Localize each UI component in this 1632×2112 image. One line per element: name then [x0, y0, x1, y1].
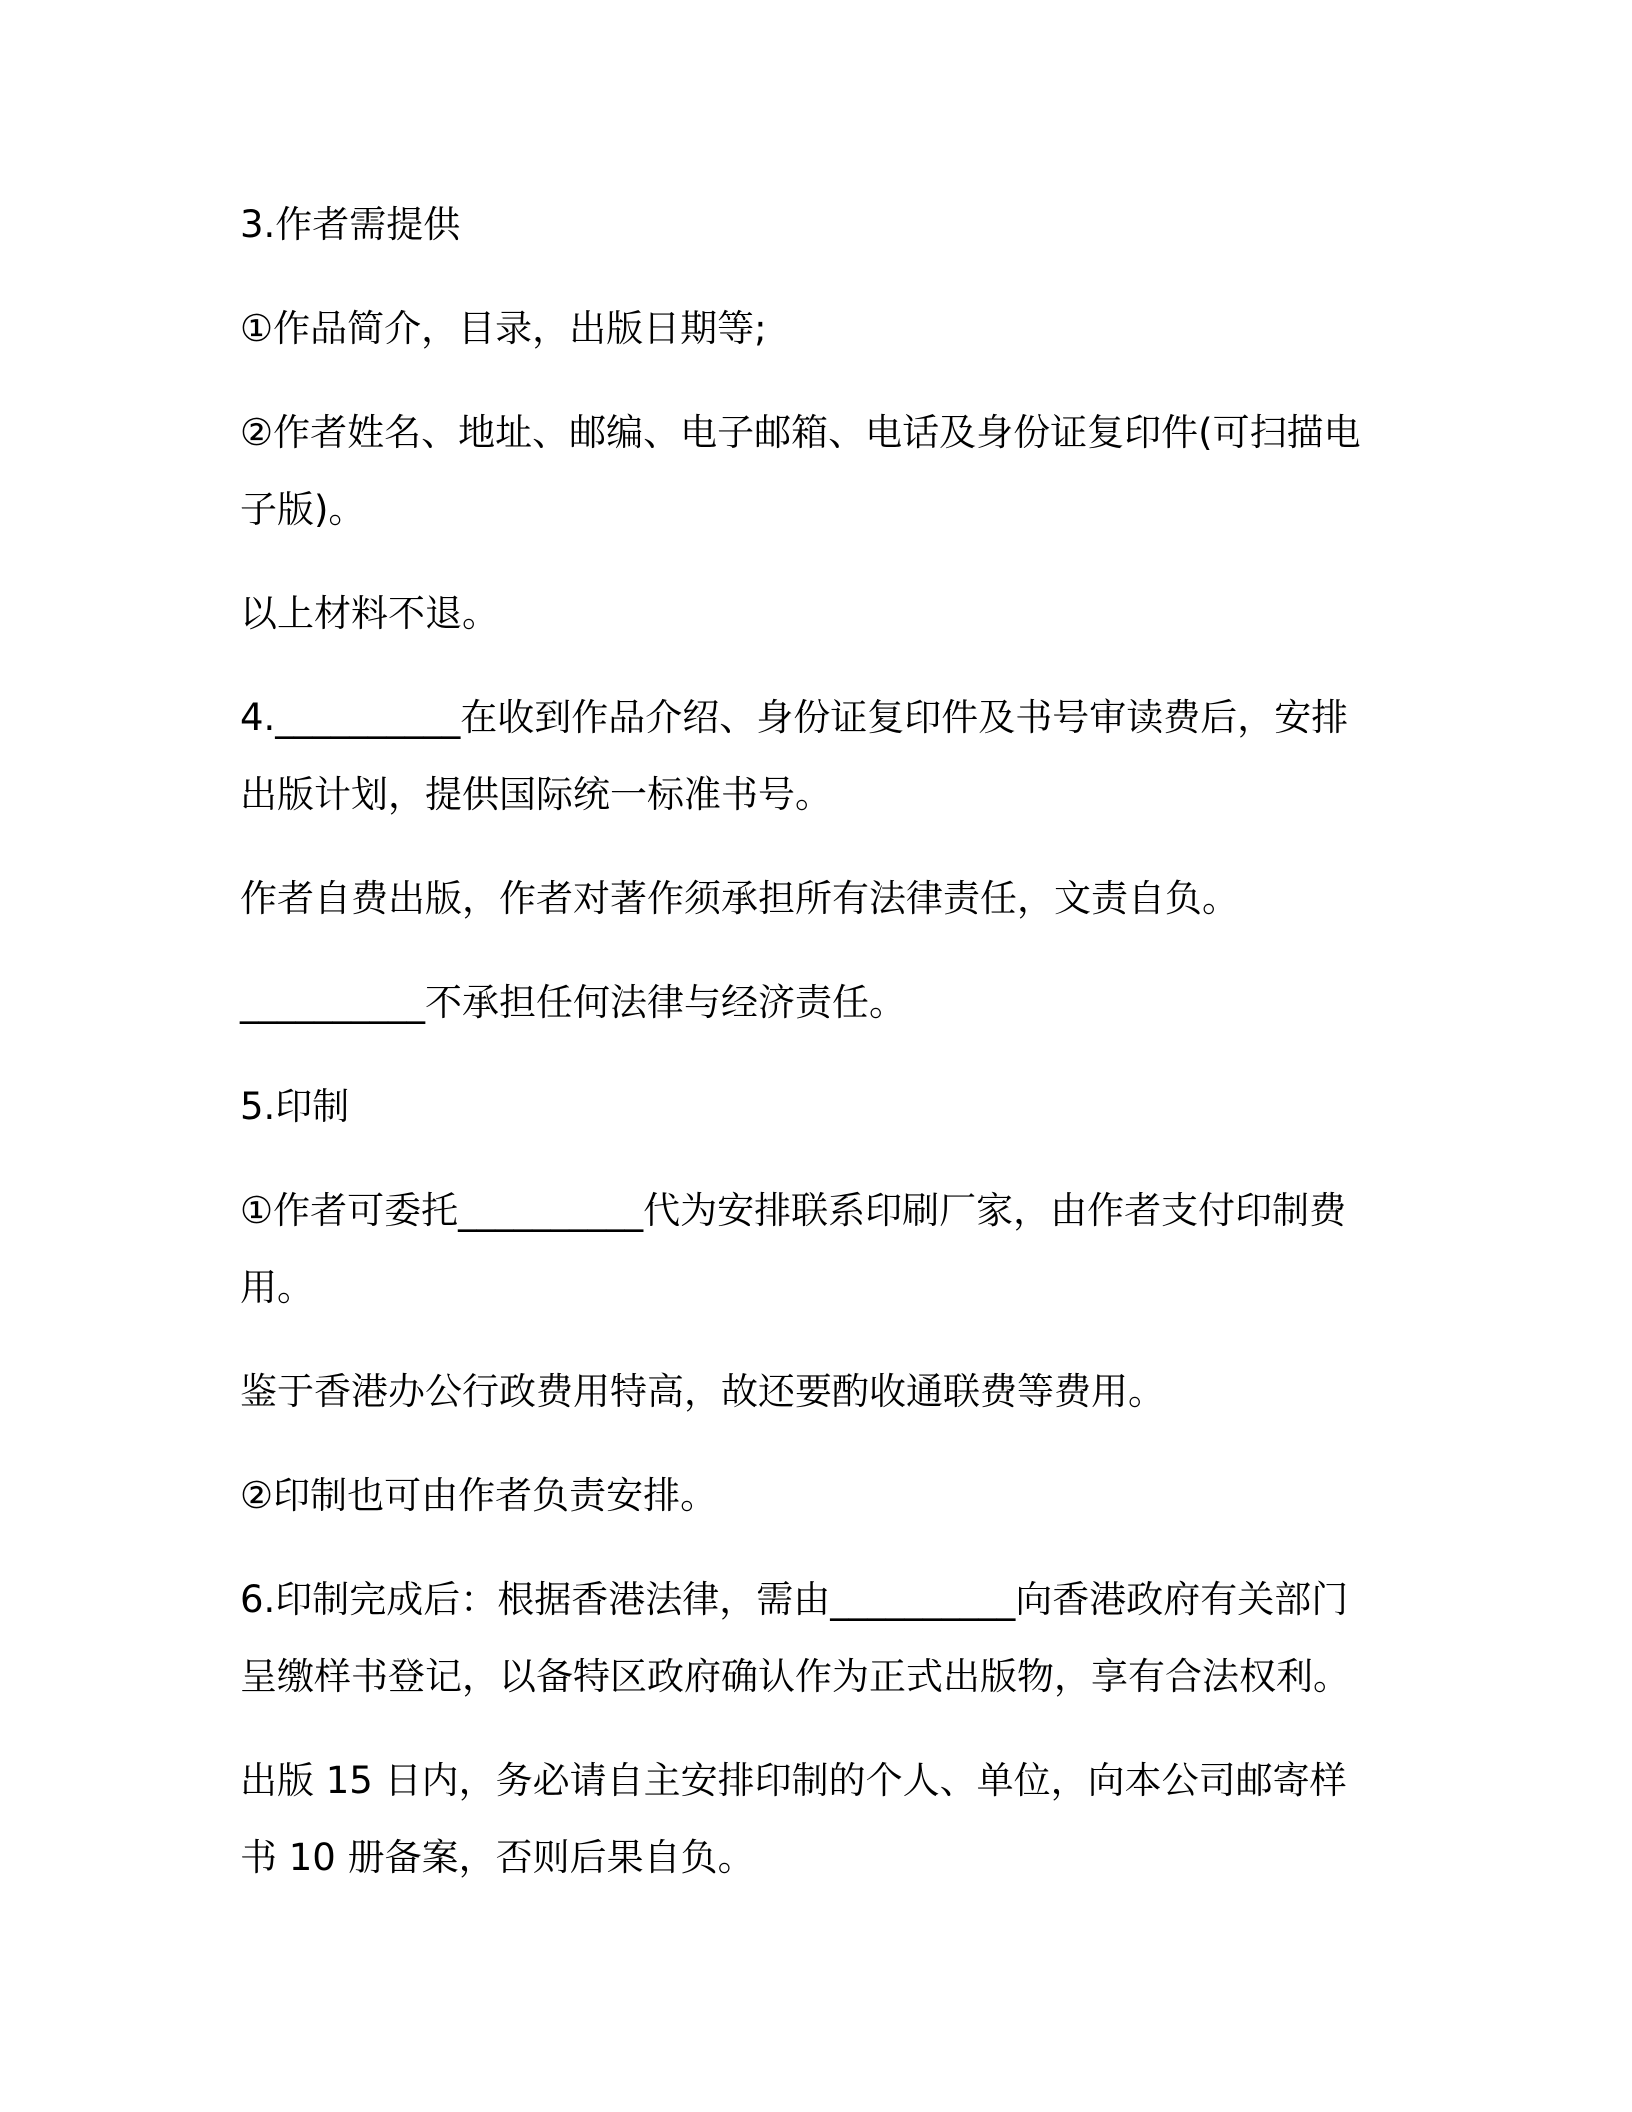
- list-item: ①作品简介，目录，出版日期等;: [240, 307, 767, 350]
- body-paragraph: 鉴于香港办公行政费用特高，故还要酌收通联费等费用。: [240, 1370, 1165, 1413]
- list-item: ②印制也可由作者负责安排。: [240, 1474, 718, 1517]
- body-paragraph: 以上材料不退。: [240, 592, 499, 635]
- section-heading-3: 3.作者需提供: [240, 203, 461, 246]
- section-heading-5: 5.印制: [240, 1085, 350, 1128]
- document-body: [240, 186, 1380, 1896]
- body-paragraph: 出版 15 日内，务必请自主安排印制的个人、单位，向本公司邮寄样书 10 册备案，否则后果自负。: [240, 1759, 1347, 1879]
- section-paragraph-6: 6.印制完成后：根据香港法律，需由__________向香港政府有关部门呈缴样书登记，以备特区政府确认作为正式出版物，享有合法权利。: [240, 1578, 1350, 1698]
- list-item: ②作者姓名、地址、邮编、电子邮箱、电话及身份证复印件(可扫描电子版)。: [240, 411, 1361, 531]
- body-paragraph: __________不承担任何法律与经济责任。: [240, 981, 906, 1024]
- list-item: ①作者可委托__________代为安排联系印刷厂家，由作者支付印制费用。: [240, 1189, 1347, 1309]
- body-paragraph: 作者自费出版，作者对著作须承担所有法律责任，文责自负。: [240, 877, 1239, 920]
- section-paragraph-4: 4.__________在收到作品介绍、身份证复印件及书号审读费后，安排出版计划，提供国际统一标准书号。: [240, 696, 1349, 816]
